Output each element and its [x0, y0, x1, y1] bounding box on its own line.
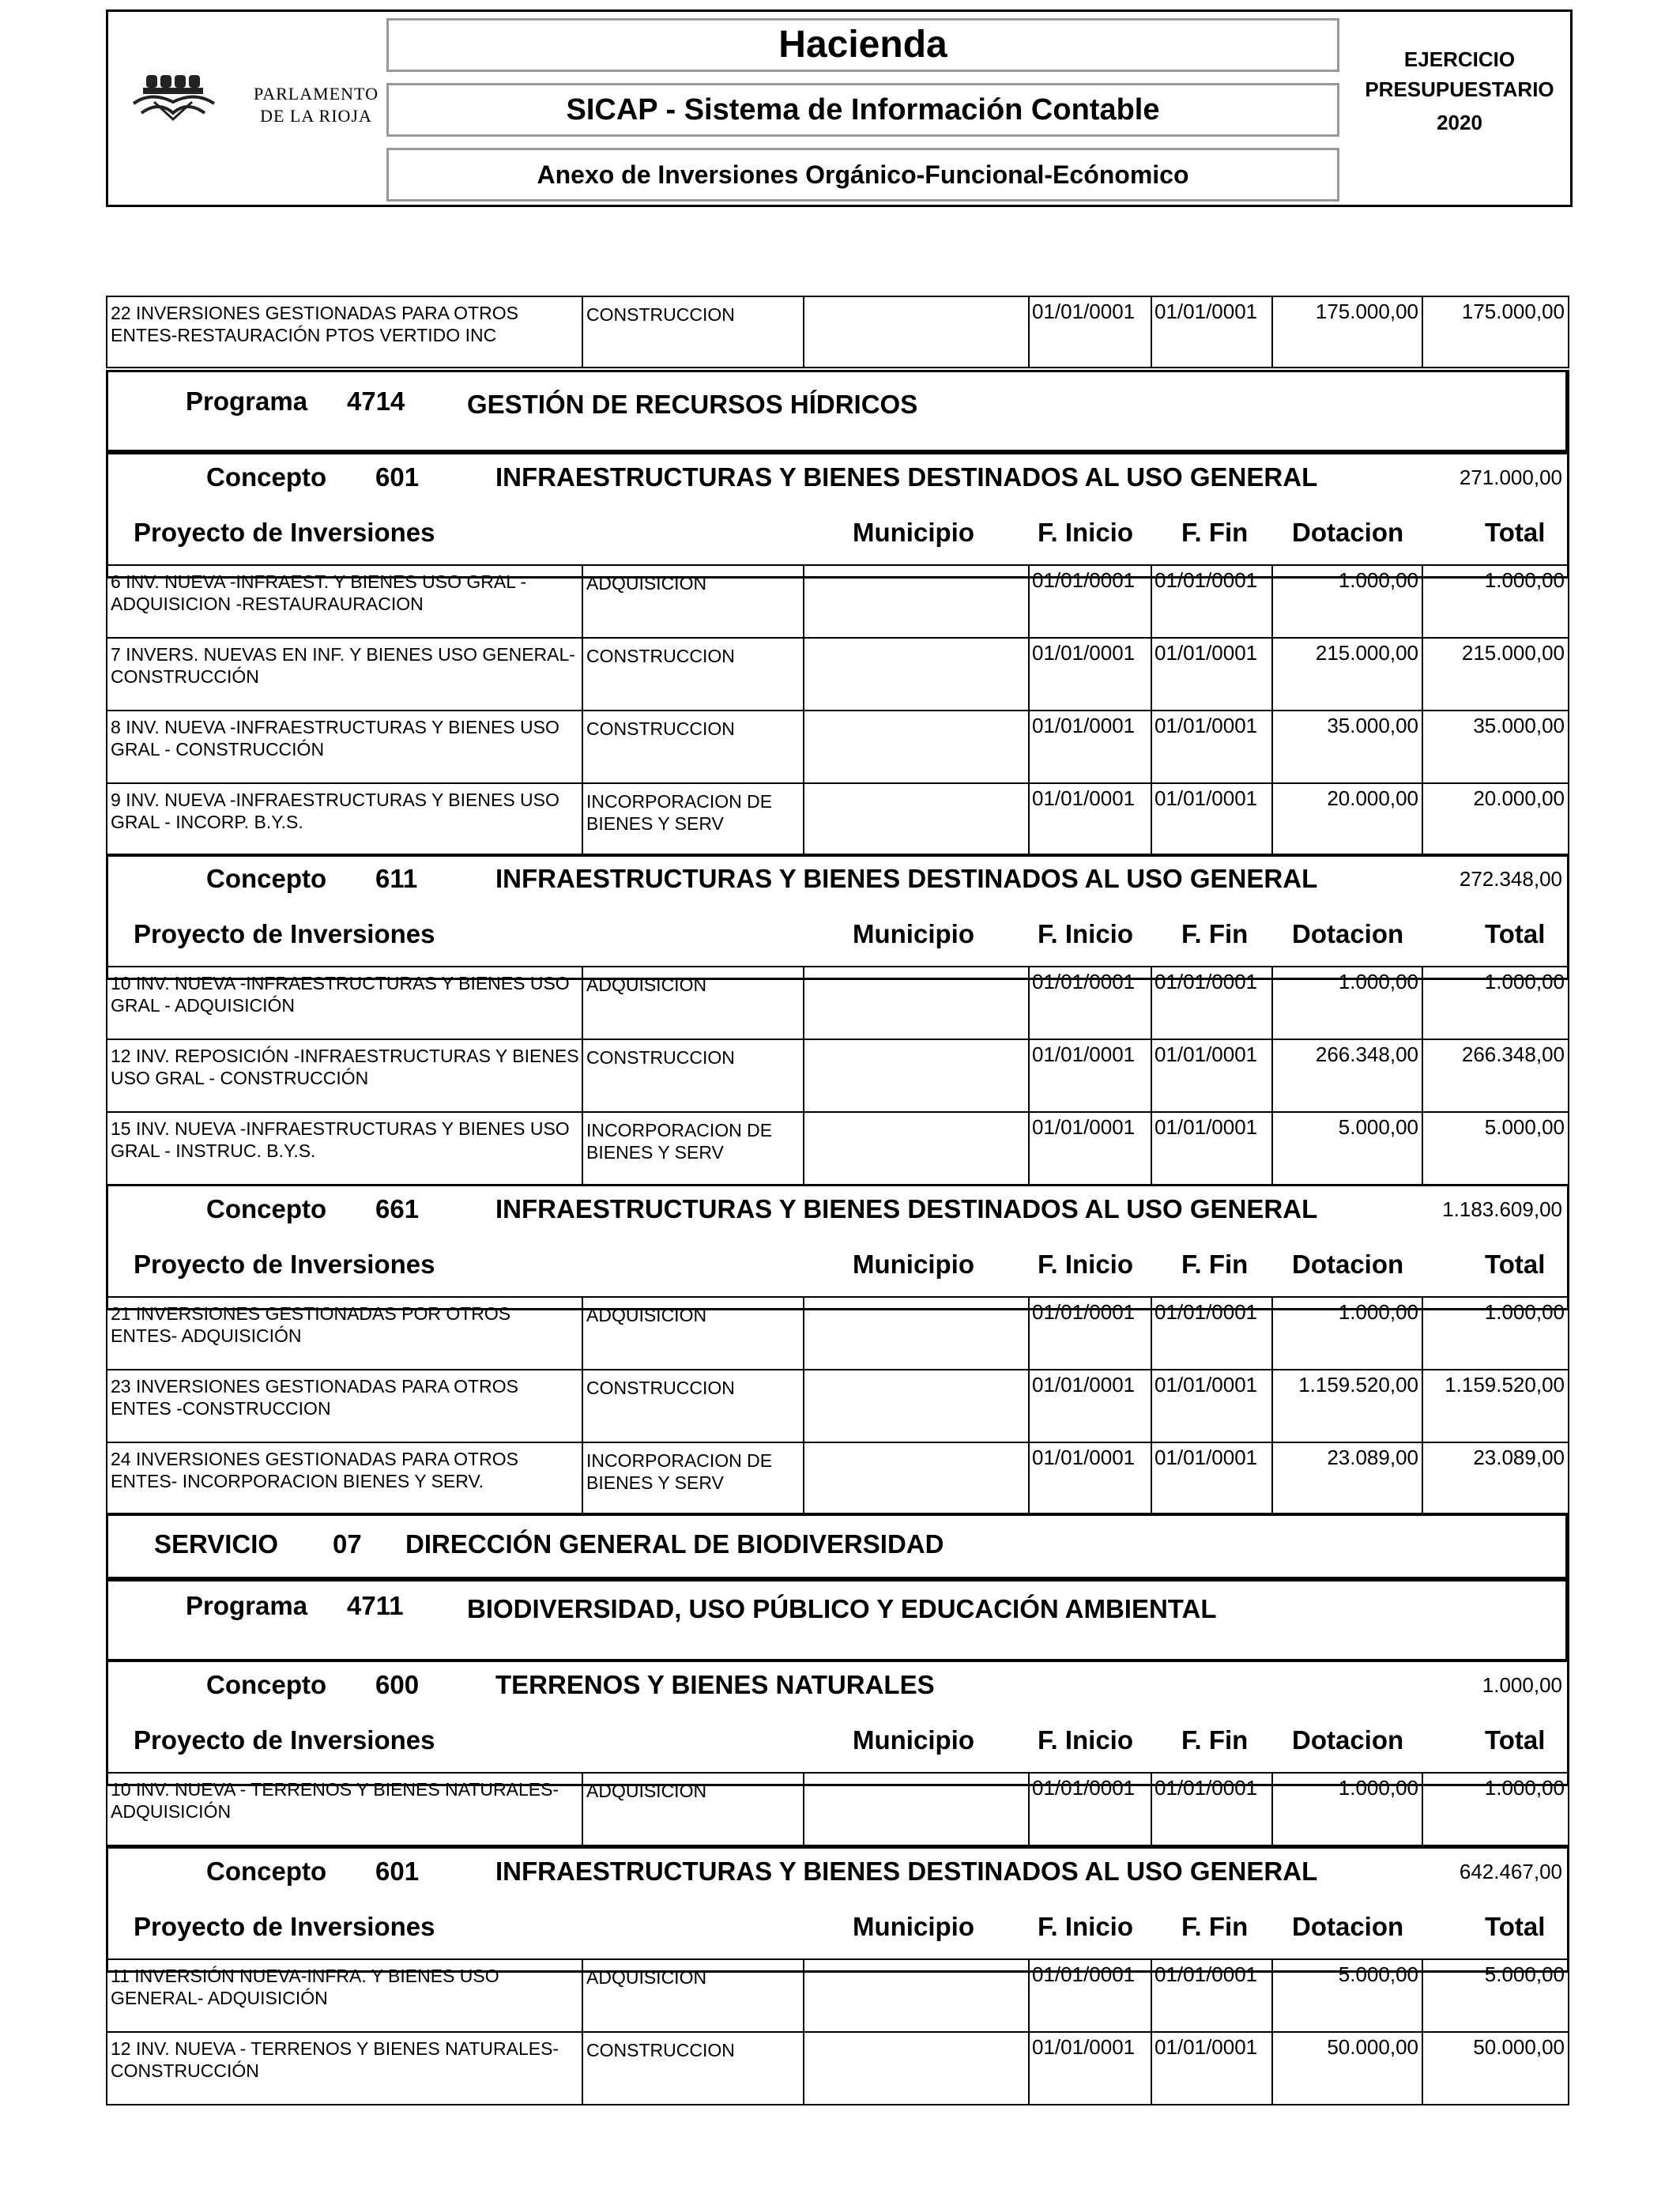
col-header-f-fin: F. Fin: [1181, 1912, 1249, 1941]
table-row: [106, 564, 1569, 639]
start-date: 01/01/0001: [1028, 967, 1151, 1039]
end-date: 01/01/0001: [1151, 297, 1271, 367]
total-amount: 5.000,00: [1422, 1113, 1568, 1184]
table-row: [106, 1443, 1569, 1516]
end-date: 01/01/0001: [1151, 1113, 1271, 1184]
project-description: 7 INVERS. NUEVAS EN INF. Y BIENES USO GENERAL- CONSTRUCCIÓN: [111, 644, 575, 687]
start-date: 01/01/0001: [1028, 1443, 1151, 1514]
program-name: GESTIÓN DE RECURSOS HÍDRICOS: [467, 390, 918, 419]
program-label: Programa: [186, 1591, 308, 1620]
col-header-dotacion: Dotacion: [1292, 919, 1404, 948]
col-header-f-inicio: F. Inicio: [1038, 919, 1134, 948]
end-date: 01/01/0001: [1151, 1443, 1271, 1514]
allocation-amount: 1.000,00: [1271, 1774, 1422, 1845]
program-name: BIODIVERSIDAD, USO PÚBLICO Y EDUCACIÓN AMBIENTAL: [467, 1594, 1217, 1623]
col-header-dotacion: Dotacion: [1292, 1912, 1404, 1941]
logo-text-line1: PARLAMENTO: [254, 84, 379, 104]
allocation-amount: 1.000,00: [1271, 967, 1422, 1039]
end-date: 01/01/0001: [1151, 784, 1271, 855]
parliament-logo: [127, 62, 388, 157]
start-date: 01/01/0001: [1028, 639, 1151, 710]
logo-text: [249, 83, 383, 127]
table-row: [106, 1113, 1569, 1186]
start-date: 01/01/0001: [1028, 1370, 1151, 1442]
col-header-f-fin: F. Fin: [1181, 1725, 1249, 1755]
end-date: 01/01/0001: [1151, 1370, 1271, 1442]
project-municipality: [803, 2033, 1028, 2104]
project-type: CONSTRUCCION: [582, 639, 803, 710]
allocation-amount: 1.159.520,00: [1271, 1370, 1422, 1442]
total-amount: 5.000,00: [1422, 1960, 1568, 2031]
table-row: [106, 1040, 1569, 1113]
allocation-amount: 175.000,00: [1271, 297, 1422, 367]
col-header-dotacion: Dotacion: [1292, 518, 1404, 547]
col-header-municipio: Municipio: [853, 1250, 974, 1279]
table-row: [106, 711, 1569, 784]
concept-header: [106, 1660, 1569, 1786]
project-municipality: [803, 1774, 1028, 1845]
total-amount: 20.000,00: [1422, 784, 1568, 855]
table-row: [106, 1296, 1569, 1370]
col-header-total: Total: [1485, 919, 1546, 948]
project-type: CONSTRUCCION: [582, 297, 803, 367]
concept-label: Concepto: [206, 1194, 327, 1223]
col-header-f-fin: F. Fin: [1181, 1250, 1249, 1279]
total-amount: 1.000,00: [1422, 1774, 1568, 1845]
start-date: 01/01/0001: [1028, 566, 1151, 637]
project-municipality: [803, 1113, 1028, 1184]
table-row: [106, 784, 1569, 857]
end-date: 01/01/0001: [1151, 2033, 1271, 2104]
project-municipality: [803, 967, 1028, 1039]
total-amount: 1.000,00: [1422, 967, 1568, 1039]
concept-amount: 1.000,00: [1482, 1673, 1562, 1697]
col-header-f-inicio: F. Inicio: [1038, 1725, 1134, 1755]
program-header: [106, 370, 1569, 452]
concept-name: TERRENOS Y BIENES NATURALES: [495, 1670, 935, 1699]
col-header-dotacion: Dotacion: [1292, 1250, 1404, 1279]
service-label: SERVICIO: [154, 1529, 279, 1559]
table-row: [106, 1370, 1569, 1443]
col-header-proyecto: Proyecto de Inversiones: [134, 919, 435, 948]
end-date: 01/01/0001: [1151, 711, 1271, 782]
project-municipality: [803, 784, 1028, 855]
concept-header: [106, 452, 1569, 579]
allocation-amount: 23.089,00: [1271, 1443, 1422, 1514]
allocation-amount: 20.000,00: [1271, 784, 1422, 855]
table-row: [106, 1772, 1569, 1846]
concept-code: 611: [375, 864, 418, 893]
col-header-total: Total: [1485, 518, 1546, 547]
project-municipality: [803, 1443, 1028, 1514]
service-name: DIRECCIÓN GENERAL DE BIODIVERSIDAD: [405, 1529, 944, 1559]
concept-code: 661: [375, 1194, 420, 1223]
start-date: 01/01/0001: [1028, 1040, 1151, 1111]
col-header-f-inicio: F. Inicio: [1038, 1912, 1134, 1941]
total-amount: 35.000,00: [1422, 711, 1568, 782]
total-amount: 50.000,00: [1422, 2033, 1568, 2104]
concept-code: 601: [375, 462, 420, 492]
concept-header: [106, 1184, 1569, 1310]
project-description: 23 INVERSIONES GESTIONADAS PARA OTROS ENTES -CONSTRUCCION: [111, 1376, 518, 1419]
project-description: 22 INVERSIONES GESTIONADAS PARA OTROS ENTES-RESTAURACIÓN PTOS VERTIDO INC: [111, 303, 518, 345]
project-type: INCORPORACION DE BIENES Y SERV: [582, 784, 803, 855]
header-title: Hacienda: [386, 18, 1339, 72]
concept-amount: 642.467,00: [1459, 1860, 1562, 1883]
end-date: 01/01/0001: [1151, 1960, 1271, 2031]
total-amount: 175.000,00: [1422, 297, 1568, 367]
concept-name: INFRAESTRUCTURAS Y BIENES DESTINADOS AL USO GENERAL: [495, 1857, 1318, 1886]
concept-code: 601: [375, 1857, 420, 1886]
program-header: [106, 1579, 1569, 1661]
table-row: [106, 2033, 1569, 2105]
service-header: [106, 1513, 1569, 1579]
allocation-amount: 35.000,00: [1271, 711, 1422, 782]
project-description: 24 INVERSIONES GESTIONADAS PARA OTROS ENTES- INCORPORACION BIENES Y SERV.: [111, 1449, 518, 1491]
col-header-proyecto: Proyecto de Inversiones: [134, 1250, 435, 1279]
service-code: 07: [333, 1529, 362, 1559]
project-type: ADQUISICION: [582, 566, 803, 637]
project-municipality: [803, 1040, 1028, 1111]
table-row: [106, 639, 1569, 711]
total-amount: 215.000,00: [1422, 639, 1568, 710]
allocation-amount: 1.000,00: [1271, 566, 1422, 637]
project-description: 11 INVERSIÓN NUEVA-INFRA. Y BIENES USO GENERAL- ADQUISICIÓN: [111, 1966, 499, 2008]
project-description: 6 INV. NUEVA -INFRAEST. Y BIENES USO GRAL - ADQUISICION -RESTAURAURACION: [111, 571, 527, 614]
concept-label: Concepto: [206, 462, 327, 492]
project-description: 10 INV. NUEVA -INFRAESTRUCTURAS Y BIENES USO GRAL - ADQUISICIÓN: [111, 973, 570, 1016]
program-code: 4714: [347, 386, 405, 416]
crown-seal-icon: [127, 67, 222, 130]
fiscal-year-block: [1349, 47, 1570, 143]
col-header-proyecto: Proyecto de Inversiones: [134, 1912, 435, 1941]
concept-code: 600: [375, 1670, 420, 1699]
col-header-total: Total: [1485, 1912, 1546, 1941]
project-type: INCORPORACION DE BIENES Y SERV: [582, 1113, 803, 1184]
project-type: ADQUISICION: [582, 1960, 803, 2031]
project-type: CONSTRUCCION: [582, 711, 803, 782]
concept-label: Concepto: [206, 1670, 327, 1699]
col-header-f-fin: F. Fin: [1181, 919, 1249, 948]
project-municipality: [803, 297, 1028, 367]
concept-amount: 1.183.609,00: [1442, 1197, 1562, 1221]
col-header-f-fin: F. Fin: [1181, 518, 1249, 547]
table-row: [106, 296, 1569, 368]
total-amount: 1.000,00: [1422, 1298, 1568, 1369]
concept-amount: 272.348,00: [1459, 867, 1562, 891]
total-amount: 1.159.520,00: [1422, 1370, 1568, 1442]
allocation-amount: 266.348,00: [1271, 1040, 1422, 1111]
table-row: [106, 966, 1569, 1040]
start-date: 01/01/0001: [1028, 1774, 1151, 1845]
end-date: 01/01/0001: [1151, 1298, 1271, 1369]
col-header-dotacion: Dotacion: [1292, 1725, 1404, 1755]
concept-header: [106, 1846, 1569, 1973]
allocation-amount: 1.000,00: [1271, 1298, 1422, 1369]
concept-name: INFRAESTRUCTURAS Y BIENES DESTINADOS AL USO GENERAL: [495, 1194, 1318, 1223]
concept-header: [106, 854, 1569, 980]
start-date: 01/01/0001: [1028, 2033, 1151, 2104]
project-description: 8 INV. NUEVA -INFRAESTRUCTURAS Y BIENES USO GRAL - CONSTRUCCIÓN: [111, 717, 559, 760]
total-amount: 1.000,00: [1422, 566, 1568, 637]
project-municipality: [803, 711, 1028, 782]
project-type: CONSTRUCCION: [582, 1370, 803, 1442]
fiscal-year-label1: EJERCICIO: [1403, 47, 1516, 71]
col-header-municipio: Municipio: [853, 1725, 974, 1755]
project-description: 21 INVERSIONES GESTIONADAS POR OTROS ENTES- ADQUISICIÓN: [111, 1303, 511, 1346]
concept-name: INFRAESTRUCTURAS Y BIENES DESTINADOS AL USO GENERAL: [495, 864, 1318, 893]
table-row: [106, 1958, 1569, 2033]
program-code: 4711: [347, 1591, 404, 1620]
col-header-f-inicio: F. Inicio: [1038, 1250, 1134, 1279]
total-amount: 23.089,00: [1422, 1443, 1568, 1514]
project-description: 9 INV. NUEVA -INFRAESTRUCTURAS Y BIENES USO GRAL - INCORP. B.Y.S.: [111, 790, 559, 832]
project-municipality: [803, 1960, 1028, 2031]
project-type: INCORPORACION DE BIENES Y SERV: [582, 1443, 803, 1514]
col-header-total: Total: [1485, 1725, 1546, 1755]
end-date: 01/01/0001: [1151, 967, 1271, 1039]
project-municipality: [803, 566, 1028, 637]
fiscal-year-value: 2020: [1437, 111, 1482, 134]
end-date: 01/01/0001: [1151, 639, 1271, 710]
allocation-amount: 50.000,00: [1271, 2033, 1422, 2104]
project-description: 15 INV. NUEVA -INFRAESTRUCTURAS Y BIENES USO GRAL - INSTRUC. B.Y.S.: [111, 1118, 570, 1161]
col-header-municipio: Municipio: [853, 919, 974, 948]
col-header-f-inicio: F. Inicio: [1038, 518, 1134, 547]
concept-name: INFRAESTRUCTURAS Y BIENES DESTINADOS AL USO GENERAL: [495, 462, 1318, 492]
start-date: 01/01/0001: [1028, 297, 1151, 367]
logo-text-line2: DE LA RIOJA: [260, 106, 372, 126]
concept-label: Concepto: [206, 1857, 327, 1886]
project-type: ADQUISICION: [582, 1298, 803, 1369]
project-municipality: [803, 639, 1028, 710]
col-header-proyecto: Proyecto de Inversiones: [134, 1725, 435, 1755]
col-header-proyecto: Proyecto de Inversiones: [134, 518, 435, 547]
start-date: 01/01/0001: [1028, 1298, 1151, 1369]
project-description: 12 INV. REPOSICIÓN -INFRAESTRUCTURAS Y BIENES USO GRAL - CONSTRUCCIÓN: [111, 1046, 579, 1088]
allocation-amount: 5.000,00: [1271, 1113, 1422, 1184]
allocation-amount: 215.000,00: [1271, 639, 1422, 710]
end-date: 01/01/0001: [1151, 1774, 1271, 1845]
report-header: [106, 9, 1573, 207]
start-date: 01/01/0001: [1028, 1113, 1151, 1184]
allocation-amount: 5.000,00: [1271, 1960, 1422, 2031]
project-description: 12 INV. NUEVA - TERRENOS Y BIENES NATURALES- CONSTRUCCIÓN: [111, 2038, 559, 2081]
project-municipality: [803, 1370, 1028, 1442]
project-type: CONSTRUCCION: [582, 2033, 803, 2104]
project-municipality: [803, 1298, 1028, 1369]
concept-label: Concepto: [206, 864, 327, 893]
start-date: 01/01/0001: [1028, 1960, 1151, 2031]
report-title: Anexo de Inversiones Orgánico-Funcional-Ecónomico: [386, 148, 1339, 202]
project-type: ADQUISICION: [582, 1774, 803, 1845]
start-date: 01/01/0001: [1028, 711, 1151, 782]
project-description: 10 INV. NUEVA - TERRENOS Y BIENES NATURALES- ADQUISICIÓN: [111, 1779, 559, 1822]
fiscal-year-label2: PRESUPUESTARIO: [1365, 77, 1554, 101]
program-label: Programa: [186, 386, 308, 416]
total-amount: 266.348,00: [1422, 1040, 1568, 1111]
end-date: 01/01/0001: [1151, 566, 1271, 637]
start-date: 01/01/0001: [1028, 784, 1151, 855]
col-header-total: Total: [1485, 1250, 1546, 1279]
col-header-municipio: Municipio: [853, 518, 974, 547]
project-type: ADQUISICION: [582, 967, 803, 1039]
col-header-municipio: Municipio: [853, 1912, 974, 1941]
project-type: CONSTRUCCION: [582, 1040, 803, 1111]
concept-amount: 271.000,00: [1459, 466, 1562, 489]
header-subtitle: SICAP - Sistema de Información Contable: [386, 83, 1339, 137]
end-date: 01/01/0001: [1151, 1040, 1271, 1111]
